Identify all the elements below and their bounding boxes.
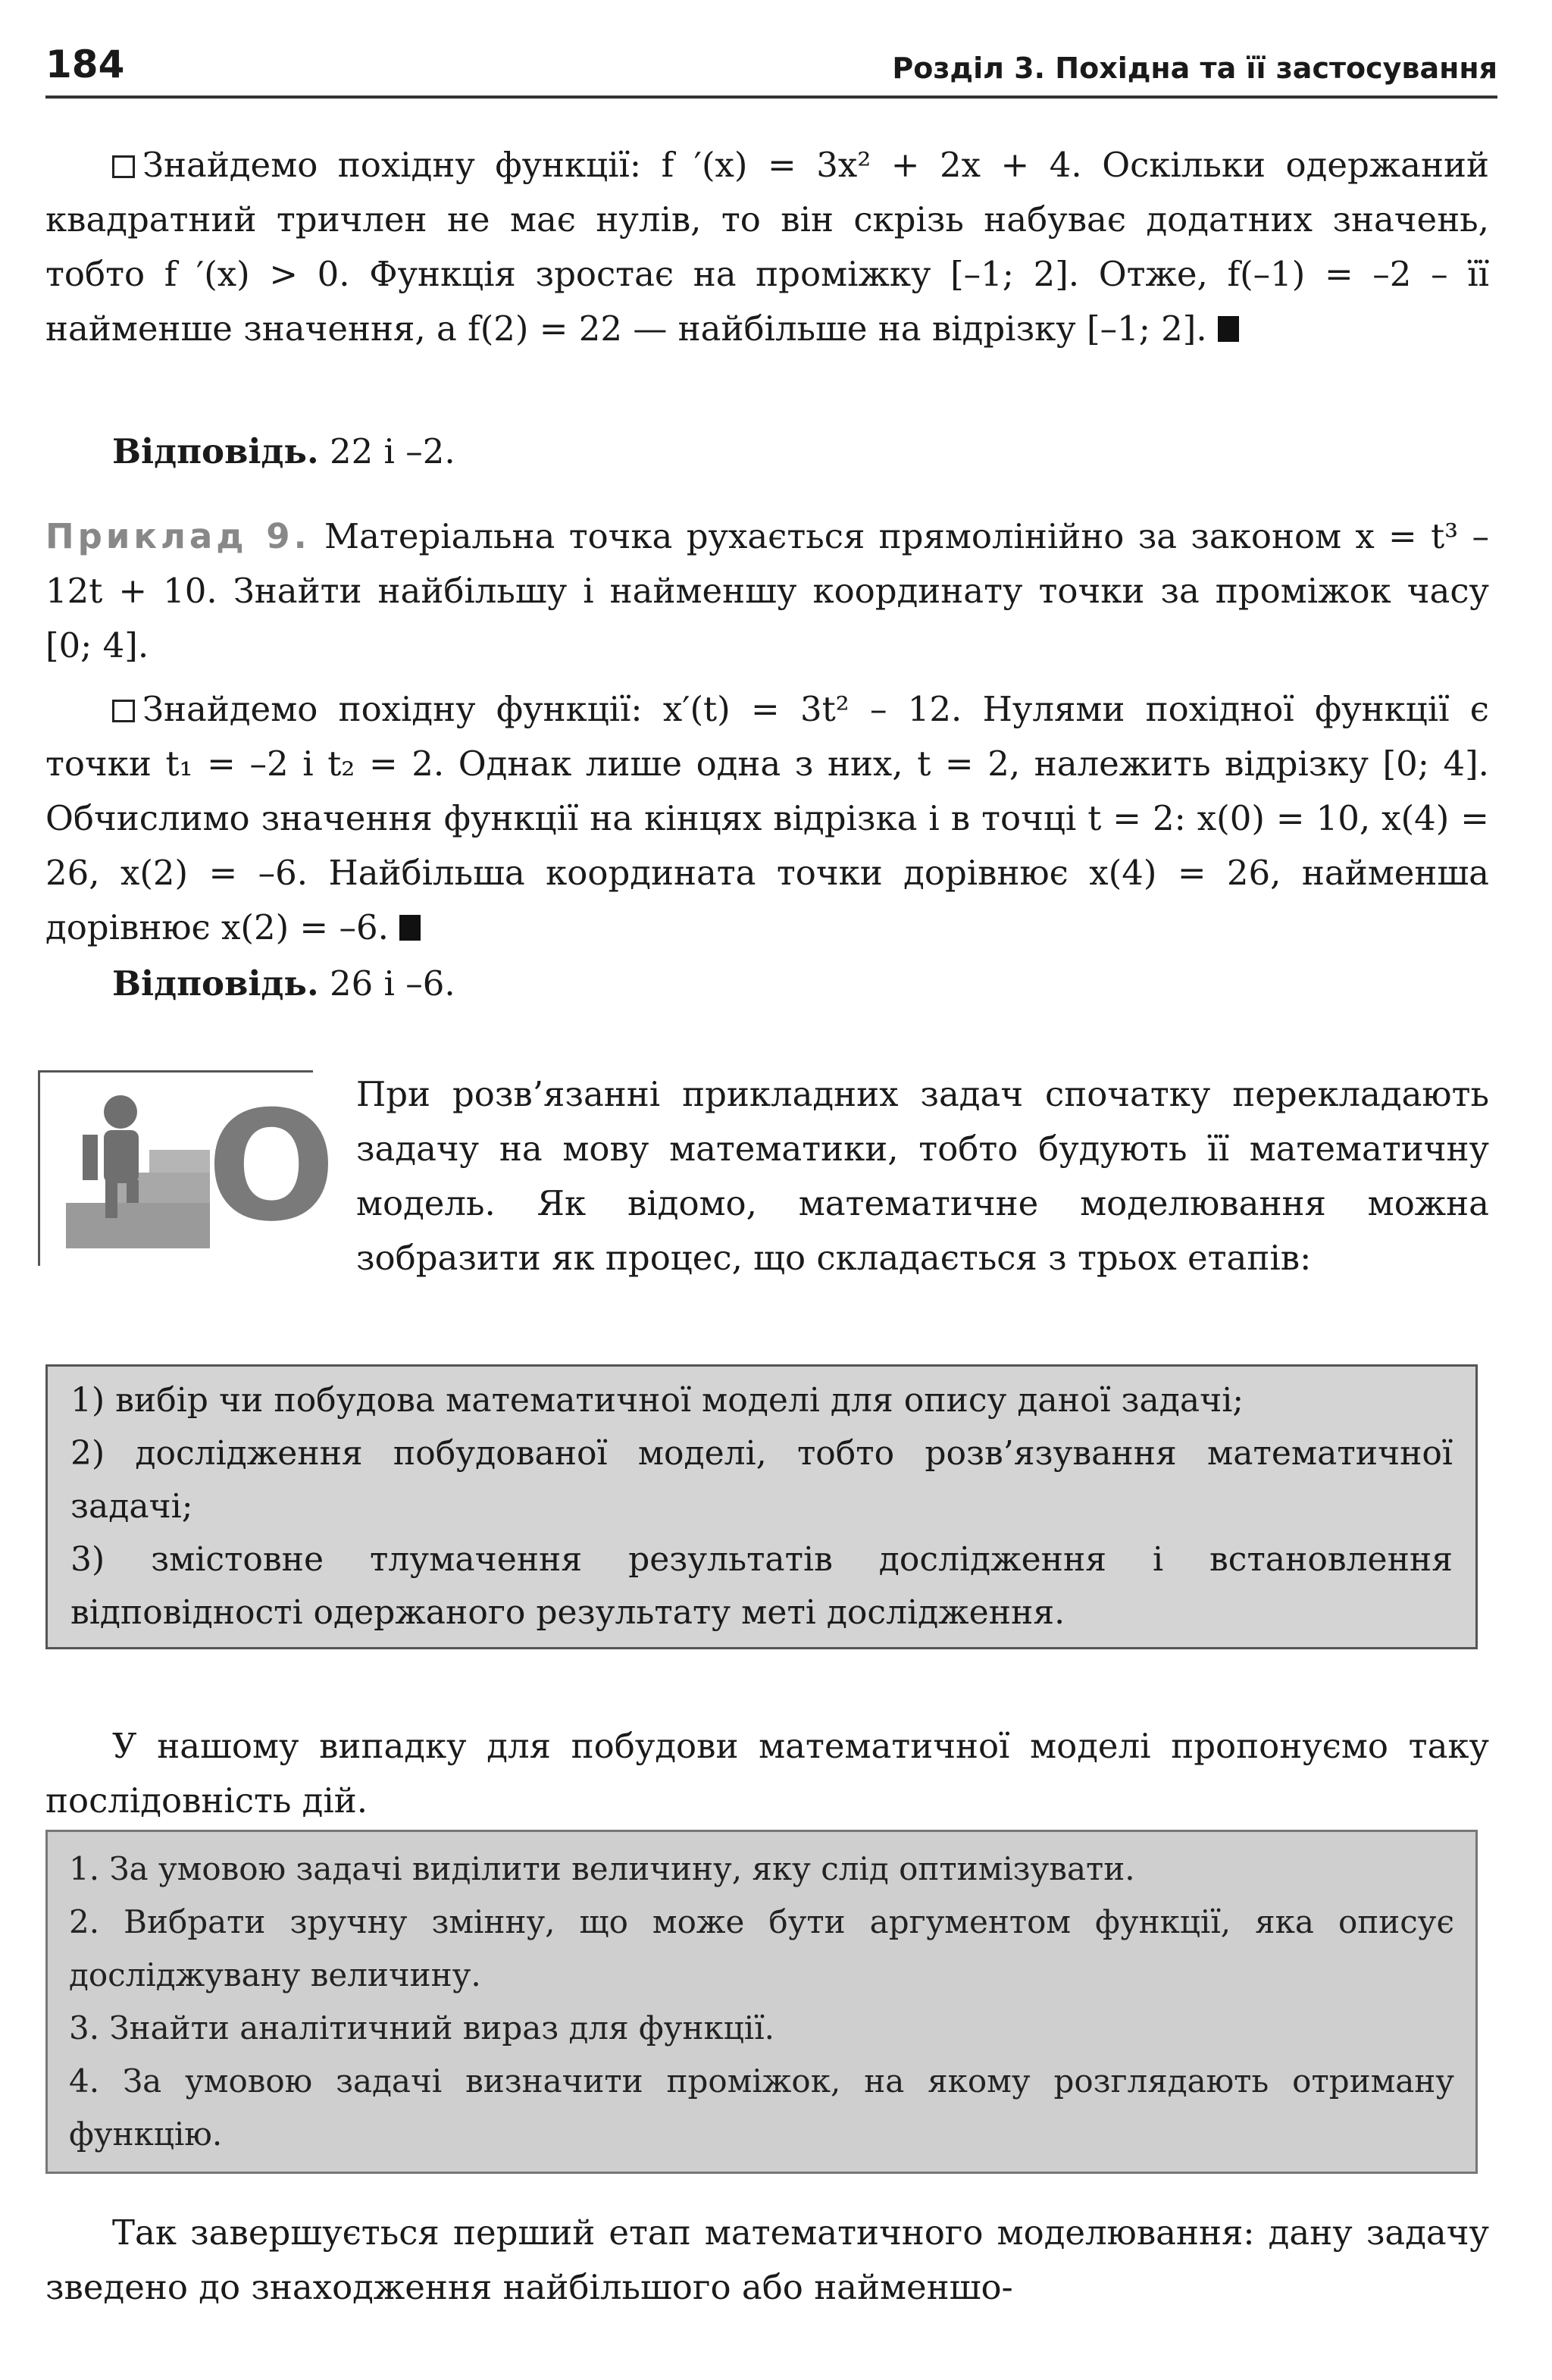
answer-8 <box>45 424 1489 479</box>
page-number: 184 <box>45 42 125 86</box>
answer-value: 26 і –6. <box>329 963 455 1004</box>
answer-value: 22 і –2. <box>329 431 455 471</box>
intro-paragraph: При розв’язанні прикладних задач спочатку перекладають задачу на мову математики, тобто будують її математичну модель. Як відомо, математичне моделювання можна зобразити як процес, що складається з трьох етапів: <box>45 1067 1489 1286</box>
solution-start-icon <box>112 155 135 178</box>
stage-item: 1) вибір чи побудова математичної моделі для опису даної задачі; <box>70 1381 1244 1420</box>
icon-float-spacer <box>45 1067 356 1286</box>
qed-icon <box>399 915 421 941</box>
step-item: 2. Вибрати зручну змінну, що може бути аргументом функції, яка описує досліджувану величину. <box>69 1903 1454 1993</box>
algorithm-steps-box <box>45 1830 1478 2174</box>
answer-label: Відповідь. <box>112 431 319 471</box>
answer-9 <box>45 957 1489 1011</box>
qed-icon <box>1218 316 1239 342</box>
step-item: 1. За умовою задачі виділити величину, яку слід оптимізувати. <box>69 1850 1135 1887</box>
example-9 <box>45 509 1489 673</box>
stage-item: 2) дослідження побудованої моделі, тобто розв’язування математичної задачі; <box>70 1434 1453 1526</box>
solution-start-icon <box>112 700 135 722</box>
icon-letter: О <box>207 1079 336 1255</box>
sequence-intro: У нашому випадку для побудови математичної моделі пропонуємо таку послідовність дій. <box>45 1726 1489 1821</box>
answer-label: Відповідь. <box>112 963 319 1004</box>
solution-9-text: Знайдемо похідну функції: x′(t) = 3t² – 12. Нулями похідної функції є точки t₁ = –2 і t₂ = 2. Однак лише одна з них, t = 2, належить відрізку [0; 4]. Обчислимо значення функції на кінцях відрізка і в точці t = 2: x(0) = 10, x(4) = 26, x(2) = –6. Найбільша координата точки дорівнює x(4) = 26, найменша дорівнює x(2) = –6. <box>45 689 1489 947</box>
stage-item: 3) змістовне тлумачення результатів дослідження і встановлення відповідності одержаного результату меті дослідження. <box>70 1540 1453 1632</box>
step-item: 3. Знайти аналітичний вираз для функції. <box>69 2009 774 2046</box>
section-title: Розділ 3. Похідна та її застосування <box>892 52 1497 85</box>
example-label: Приклад 9. <box>45 516 311 556</box>
step-item: 4. За умовою задачі визначити проміжок, на якому розглядають отриману функцію. <box>69 2062 1454 2153</box>
header-rule <box>45 96 1497 99</box>
example-text: Матеріальна точка рухається прямолінійно за законом x = t³ – 12t + 10. Знайти найбільшу і найменшу координату точки за проміжок часу [0; 4]. <box>45 516 1490 665</box>
closing-paragraph: Так завершується перший етап математичного моделювання: дану задачу зведено до знаходження найбільшого або найменшо- <box>45 2212 1489 2307</box>
page-header <box>42 42 1497 91</box>
solution-8-text: Знайдемо похідну функції: f ′(x) = 3x² + 2x + 4. Оскільки одержаний квадратний тричлен не має нулів, то він скрізь набуває додатних значень, тобто f ′(x) > 0. Функція зростає на проміжку [–1; 2]. Отже, f(–1) = –2 – її найменше значення, а f(2) = 22 — найбільше на відрізку [–1; 2]. <box>45 145 1489 349</box>
modeling-stages-box <box>45 1364 1478 1649</box>
